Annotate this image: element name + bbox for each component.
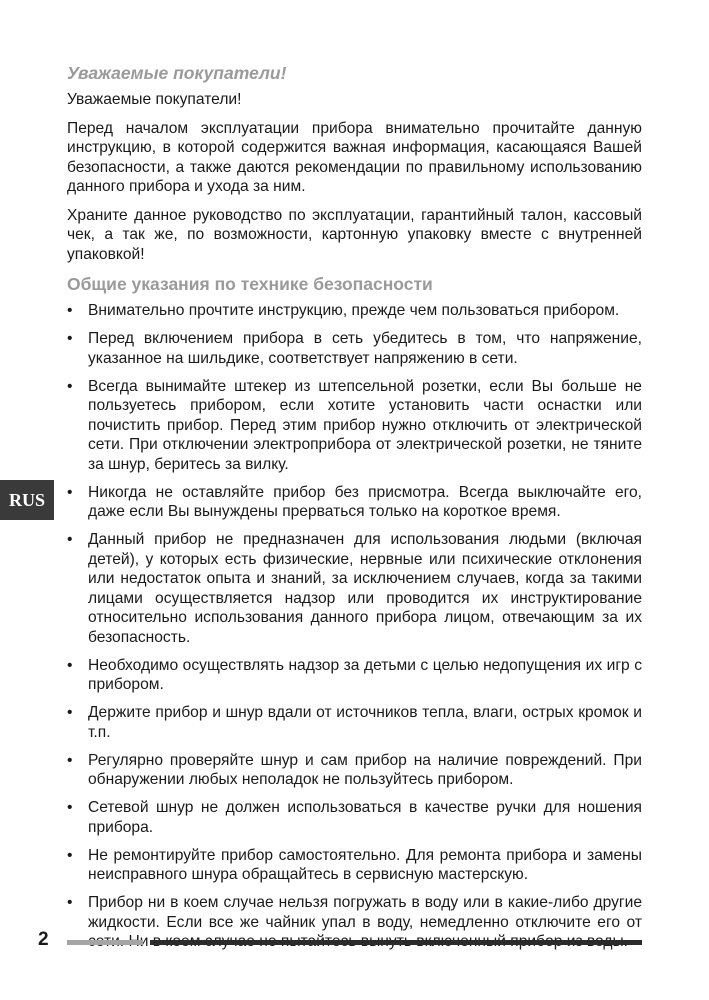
greeting-text: Уважаемые покупатели! [67, 91, 242, 108]
intro-heading: Уважаемые покупатели! [67, 63, 287, 83]
list-item-text: Данный прибор не предназначен для использования людьми (включая детей), у которых есть физические, нервные или психические отклонения или недостаток опыта и знаний, за исключением случаев, когда за такими лицами осуществляется надзор или проводится их инструктирование относительно использования данного прибора лицом, отвечающим за их безопасность. [88, 531, 642, 646]
safety-list [67, 301, 642, 952]
list-item [67, 656, 642, 695]
list-item [67, 377, 642, 475]
list-item-text: Держите прибор и шнур вдали от источников тепла, влаги, острых кромок и т.п. [88, 704, 642, 741]
list-item-text: Сетевой шнур не должен использоваться в качестве ручки для ношения прибора. [88, 799, 642, 836]
list-item-text: Перед включением прибора в сеть убедитесь в том, что напряжение, указанное на шильдике, соответствует напряжению в сети. [88, 330, 642, 367]
list-item [67, 846, 642, 885]
bullet-icon: • [67, 531, 73, 548]
list-item [67, 751, 642, 790]
bullet-icon: • [67, 751, 73, 769]
list-item [67, 798, 642, 837]
bullet-icon: • [67, 704, 73, 721]
bullet-icon: • [67, 302, 73, 319]
list-item-text: Никогда не оставляйте прибор без присмотра. Всегда выключайте его, даже если Вы вынуждены прерваться только на короткое время. [88, 483, 642, 520]
list-item [67, 301, 642, 321]
bullet-icon: • [67, 377, 73, 395]
bullet-icon: • [67, 799, 73, 816]
bullet-icon: • [67, 330, 73, 347]
list-item-text: Не ремонтируйте прибор самостоятельно. Для ремонта прибора и замены неисправного шнура обращайтесь в сервисную мастерскую. [88, 846, 642, 883]
intro-paragraph: Храните данное руководство по эксплуатации, гарантийный талон, кассовый чек, а так же, по возможности, картонную упаковку вместе с внутренней упаковкой! [67, 206, 642, 263]
safety-heading: Общие указания по технике безопасности [67, 274, 433, 294]
footer-bar-dark [150, 940, 642, 945]
page-number: 2 [38, 929, 49, 950]
page-content [67, 62, 642, 960]
list-item [67, 483, 642, 522]
list-item-text: Необходимо осуществлять надзор за детьми с целью недопущения их игр с прибором. [88, 656, 642, 693]
list-item-text: Регулярно проверяйте шнур и сам прибор на наличие повреждений. При обнаружении любых неполадок не пользуйтесь прибором. [88, 751, 642, 788]
list-item-text: Внимательно прочтите инструкцию, прежде чем пользоваться прибором. [88, 302, 620, 319]
bullet-icon: • [67, 894, 73, 911]
list-item [67, 329, 642, 368]
list-item-text: Всегда вынимайте штекер из штепсельной розетки, если Вы больше не пользуетесь прибором, если хотите установить части оснастки или почистить прибор. Перед этим прибор нужно отключить от электрической сети. При отключении электроприбора от электрической розетки, не тяните за шнур, беритесь за вилку. [88, 377, 642, 473]
list-item [67, 703, 642, 742]
intro-paragraph: Перед началом эксплуатации прибора внимательно прочитайте данную инструкцию, в которой содержится важная информация, касающаяся Вашей безопасности, а также даются рекомендации по правильному использованию данного прибора и ухода за ним. [67, 119, 642, 195]
bullet-icon: • [67, 483, 73, 501]
footer-bar-light [67, 940, 143, 945]
list-item-text: Прибор ни в коем случае нельзя погружать в воду или в какие-либо другие жидкости. Если все же чайник упал в воду, немедленно отключите его от [88, 894, 642, 931]
list-item [67, 530, 642, 647]
bullet-icon: • [67, 656, 73, 674]
language-tab: RUS [0, 480, 54, 520]
bullet-icon: • [67, 846, 73, 864]
